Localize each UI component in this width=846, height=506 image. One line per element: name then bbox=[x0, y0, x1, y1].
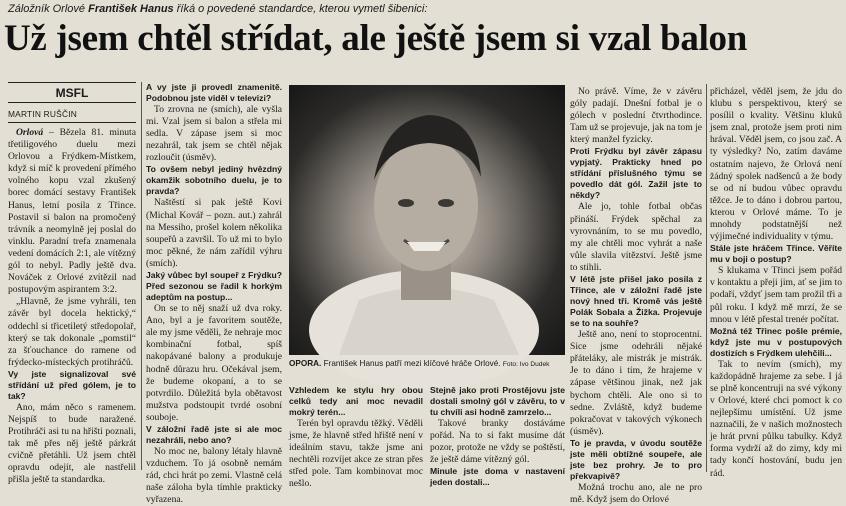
column-divider bbox=[706, 84, 707, 472]
interview-question: Jaký vůbec byl soupeř z Frýdku? Před sezonou se řadil k horkým adeptům na postup... bbox=[146, 270, 282, 303]
player-portrait-image bbox=[289, 85, 565, 355]
kicker-name: František Hanus bbox=[88, 3, 174, 15]
interview-question: Stále jste hráčem Třince. Věříte mu v boji o postup? bbox=[710, 243, 842, 265]
section-rubric: MSFL bbox=[8, 82, 136, 103]
article-paragraph: Naštěstí si pak ještě Kovi (Michal Kovář – pozn. aut.) zahrál na Messiho, prošel kolem několika soupeřů a završil. To už mi to bylo moc pěkné, že nám zařídil výhru (smích). bbox=[146, 197, 282, 269]
author-byline: MARTIN RUŠČIN bbox=[8, 109, 136, 123]
interview-question: Možná též Třinec pošle prémie, když jste mu v postupových dostizích s Frýdkem ulehčili... bbox=[710, 325, 842, 358]
interview-question: Stejně jako proti Prostějovu jste dostali smolný gól v závěru, to v tu chvíli asi hodně zamrzelo... bbox=[430, 385, 565, 417]
article-paragraph: Ale jo, tohle fotbal občas přináší. Frýdek spěchal za vyrovnáním, to se mu povedlo, my ale chtěli moc vyhrát a naše vůle slavila vítězství. Ještě jsme to stihli. bbox=[570, 201, 702, 273]
article-paragraph: S klukama v Třinci jsem pořád v kontaktu a přeji jim, ať se jim to podaří, vždyť jsem tam prožil tři a půl roku. I když mě mrzí, že se mnou v létě přestal trenér počítat. bbox=[710, 265, 842, 325]
article-paragraph: Takové branky dostáváme pořád. Na to si fakt musíme dát pozor, protože ne vždy se poštěstí, že ještě dáme vítězný gól. bbox=[430, 418, 565, 466]
article-paragraph: „Hlavně, že jsme vyhráli, ten závěr byl docela hektický,“ oddechl si třicetiletý středopolař, který se tak dokonale „pomstil“ za šťouchance do ramene od frýdecko-místeckých protihráčů. bbox=[8, 296, 136, 368]
kicker: Záložník Orlové František Hanus říká o povedené standardce, kterou vymetl šibenici: bbox=[8, 3, 428, 15]
interview-question: Vy jste signalizoval své střídání už před gólem, je to tak? bbox=[8, 368, 136, 401]
player-photo bbox=[289, 85, 565, 355]
column-4 bbox=[570, 86, 702, 505]
headline: Už jsem chtěl střídat, ale ještě jsem si vzal balon bbox=[4, 18, 748, 59]
interview-question: V létě jste přišel jako posila z Třince, ale v záložní řadě jste nový hned tři. Kromě vás ještě Polák Sobala a Žižka. Projevuje se to na souhře? bbox=[570, 274, 702, 329]
interview-question: Minule jste doma v nastavení jeden dostali... bbox=[430, 466, 565, 488]
article-paragraph: přicházel, věděl jsem, že jdu do klubu s perspektivou, který se posílil o kvality. Většinu kluků jsem znal, protože jsem proti nim hrával. Věděl jsem, co jsou zač. A ty výsledky? No, zatím daváme ostatním najevo, že Orlová není žádný spolek nadšenců a že body se od ní budou vůbec opravdu těžce. Je to dáno i dobrou partou, kterou v Orlové máme. To je mnohdy podstatnější než výjimečné individuality v týmu. bbox=[710, 86, 842, 243]
interview-question: Vzhledem ke stylu hry obou celků tedy ani moc nevadil mokrý terén... bbox=[289, 385, 423, 417]
column-divider bbox=[141, 82, 142, 470]
article-paragraph: Tak to nevím (smích), my každopádně hrajeme za sebe. I já se plně koncentruji na své výkony v Orlové, které chci pomoct k co nejlepšímu umístění. Už jsme naznačili, že v našich možnostech je hrát první půlku tabulky. Když forma vydrží až do zimy, kdy mi tady končí hostování, budu jen rád. bbox=[710, 358, 842, 479]
interview-question: Proti Frýdku byl závěr zápasu vypjatý. Prakticky hned po střídání příslušného týmu se povedlo dát gól. Zažil jste to někdy? bbox=[570, 146, 702, 201]
dateline: Orlová bbox=[16, 127, 44, 138]
caption-label: OPORA. bbox=[289, 359, 322, 368]
article-paragraph: Možná trochu ano, ale ne pro mě. Když jsem do Orlové bbox=[570, 481, 702, 505]
interview-question: V záložní řadě jste si ale moc nezahráli, nebo ano? bbox=[146, 423, 282, 445]
interview-question: To je pravda, v úvodu soutěže jste měli obtížné soupeře, ale jste bez prohry. Je to pro překvapivě? bbox=[570, 437, 702, 481]
article-paragraph: To zrovna ne (smích), ale vyšla mi. Vzal jsem si balon a střela mi sedla. V zápase jsem si moc nezahrál, tak jsem se chtěl nějak rozloučit (úsměv). bbox=[146, 104, 282, 164]
column-2 bbox=[146, 82, 282, 506]
article-paragraph: No moc ne, balony létaly hlavně vzduchem. To já osobně nemám rád, chci hrát po zemi. Vlastně celá naše záloha byla tímhle prakticky vyřazena. bbox=[146, 445, 282, 506]
caption-text: František Hanus patří mezi klíčové hráče Orlové. bbox=[321, 359, 501, 368]
photo-credit: Foto: Ivo Dudek bbox=[502, 361, 550, 368]
article-paragraph: Ano, mám něco s ramenem. Nejspíš to bude naražené. Protihráči asi tu na hřišti poznali, tak mě přes něj ještě párkrát cvičně přetáhli. Už jsem chtěl opravdu odejít, ale nastřelil přišla ještě ta standardka. bbox=[8, 401, 136, 486]
column-1 bbox=[8, 82, 136, 486]
interview-question: A vy jste ji provedl znamenitě. Podobnou jste viděl v televizi? bbox=[146, 82, 282, 103]
article-paragraph: Orlová – Bězela 81. minuta třetiligového duelu mezi Orlovou a Frýdkem-Místkem, když si míč k provedení přímého volného kopu vzal zkušený borec domácí sestavy František Hanus, letní posila z Třince. Postavil si balon na promočený trávník a neomylně jej poslal do vinklu. Paradní trefa znamenala vedení domácích 2:1, ale vítězný gól to nebyl. Padly ještě dva. Nováček z Orlové zvítězil nad postupovým aspirantem 3:2. bbox=[8, 127, 136, 296]
interview-question: To ovšem nebyl jediný hvězdný okamžik sobotního duelu, je to pravda? bbox=[146, 164, 282, 197]
article-paragraph: No právě. Víme, že v závěru góly padají. Dnešní fotbal je o gólech v poslední čtvrthodince. Tam už se projevuje, jak na tom je který manžel fyzicky. bbox=[570, 86, 702, 146]
column-5 bbox=[710, 86, 842, 479]
photo-caption bbox=[289, 359, 565, 370]
column-3a bbox=[289, 385, 423, 490]
column-3b bbox=[430, 385, 565, 488]
article-paragraph: On se to něj snaží už dva roky. Ano, byl a je favoritem soutěže, ale my jsme věděli, že nehraje moc kombinační fotbal, spíš nakopávané balony a produkuje hodně důrazu hru. Očekával jsem, že budeme okopaní, a to se potvrdilo. Důležitá byla obětavost mužstva podstoupit tvrdé osobní souboje. bbox=[146, 303, 282, 423]
article-paragraph: Ještě ano, není to stoprocentní. Sice jsme odehráli nějaké přáteláky, ale mistrák je mistrák. Je to dáno i tím, že hrajeme v zápase většinou jinak, než jak bychom chtěli. Ale ono si to sedne. Zvláště, když budeme pokračovat v takových výkonech (úsměv). bbox=[570, 329, 702, 437]
article-paragraph: Terén byl opravdu těžký. Věděli jsme, že hlavně střed hřiště není v ideálním stavu, takže jsme ani nechtěli rozvíjet akce ze stran přes střed pole. Tam kombinovat moc nešlo. bbox=[289, 418, 423, 490]
